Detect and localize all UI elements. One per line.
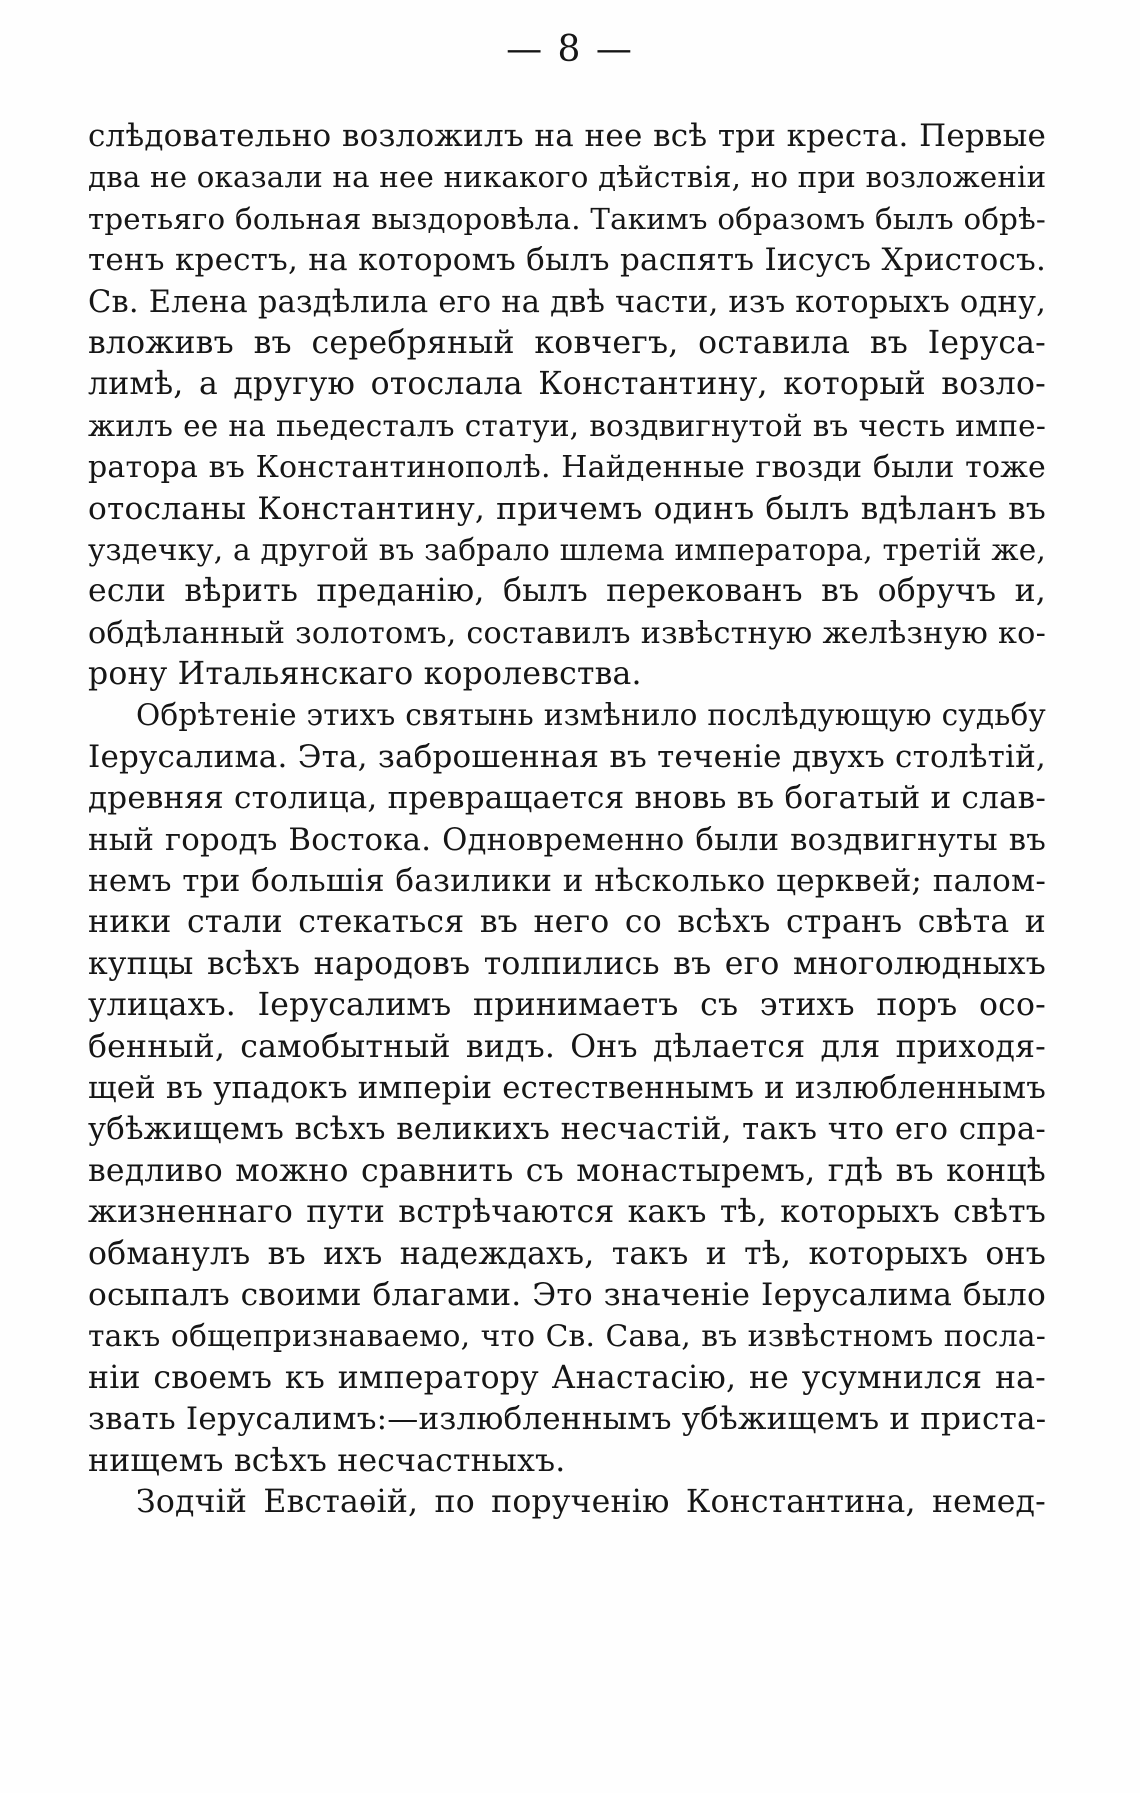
- text-line: лимѣ, а другую отослала Константину, который возло-: [88, 366, 1046, 403]
- text-line: рону Итальянскаго королевства.: [88, 656, 642, 693]
- text-line: улицахъ. Іерусалимъ принимаетъ съ этихъ поръ осо-: [88, 987, 1046, 1024]
- text-line: бенный, самобытный видъ. Онъ дѣлается для приходя-: [88, 1028, 1046, 1065]
- text-line: ніи своемъ къ императору Анастасію, не усумнился на-: [88, 1359, 1046, 1396]
- text-line: немъ три большія базилики и нѣсколько церквей; палом-: [88, 863, 1046, 900]
- text-line: слѣдовательно возложилъ на нее всѣ три креста. Первые: [88, 118, 1046, 154]
- text-line: нищемъ всѣхъ несчастныхъ.: [88, 1442, 566, 1479]
- text-line: Іерусалима. Эта, заброшенная въ теченіе двухъ столѣтій,: [88, 738, 1046, 775]
- text-line: ратора въ Константинополѣ. Найденные гвозди были тоже: [88, 450, 1046, 486]
- text-line: ведливо можно сравнить съ монастыремъ, гдѣ въ концѣ: [88, 1152, 1046, 1189]
- text-line: осыпалъ своими благами. Это значеніе Іерусалима было: [88, 1276, 1046, 1313]
- text-line: Зодчій Евстаѳій, по порученію Константина, немед-: [136, 1483, 1046, 1520]
- body-text: [88, 116, 1046, 1523]
- page-number: — 8 —: [506, 29, 634, 70]
- text-line: ный городъ Востока. Одновременно были воздвигнуты въ: [88, 821, 1046, 858]
- text-line: Св. Елена раздѣлила его на двѣ части, изъ которыхъ одну,: [88, 284, 1046, 320]
- text-line: отосланы Константину, причемъ одинъ былъ вдѣланъ въ: [88, 490, 1046, 527]
- text-line: если вѣрить преданію, былъ перекованъ въ обручъ и,: [88, 573, 1046, 610]
- text-line: третьяго больная выздоровѣла. Такимъ образомъ былъ обрѣ-: [88, 201, 1046, 236]
- text-line: купцы всѣхъ народовъ толпились въ его многолюдныхъ: [88, 945, 1046, 982]
- text-line: ники стали стекаться въ него со всѣхъ странъ свѣта и: [88, 904, 1046, 941]
- text-line: щей въ упадокъ имперіи естественнымъ и излюбленнымъ: [88, 1069, 1046, 1106]
- paragraph-1: [88, 116, 1046, 695]
- text-line: такъ общепризнаваемо, что Св. Сава, въ извѣстномъ посла-: [88, 1319, 1046, 1355]
- text-line: жизненнаго пути встрѣчаются какъ тѣ, которыхъ свѣтъ: [88, 1194, 1046, 1231]
- paragraph-2: [88, 695, 1046, 1481]
- text-line: вложивъ въ серебряный ковчегъ, оставила въ Іерусa-: [88, 324, 1046, 361]
- text-line: убѣжищемъ всѣхъ великихъ несчастій, такъ что его спра-: [88, 1111, 1046, 1148]
- paragraph-3: [88, 1482, 1046, 1523]
- text-line: два не оказали на нее никакого дѣйствія, но при возложеніи: [88, 160, 1046, 195]
- text-line: тенъ крестъ, на которомъ былъ распятъ Іисусъ Христосъ.: [88, 242, 1046, 279]
- text-line: жилъ ее на пьедесталъ статуи, воздвигнутой въ честь импе-: [88, 408, 1046, 443]
- text-line: звать Іерусалимъ:—излюбленнымъ убѣжищемъ и приста-: [88, 1401, 1046, 1438]
- text-line: обманулъ въ ихъ надеждахъ, такъ и тѣ, которыхъ онъ: [88, 1235, 1046, 1272]
- text-line: обдѣланный золотомъ, составилъ извѣстную желѣзную ко-: [88, 615, 1046, 651]
- text-line: уздечку, а другой въ забрало шлема императора, третій же,: [88, 532, 1046, 567]
- text-line: древняя столица, превращается вновь въ богатый и слав-: [88, 780, 1046, 817]
- text-line: Обрѣтеніе этихъ святынь измѣнило послѣдующую судьбу: [136, 698, 1046, 733]
